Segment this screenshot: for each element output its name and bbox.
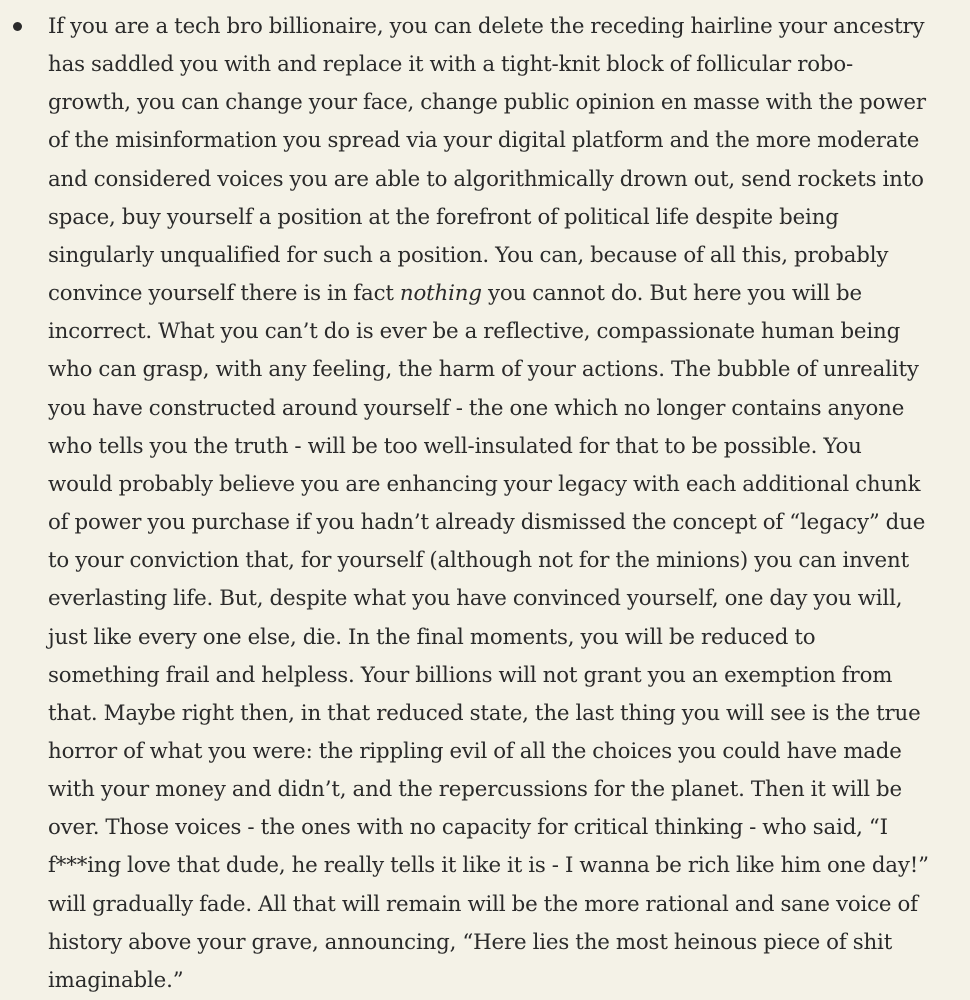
text-line [48, 351, 962, 389]
bullet-paragraph [48, 8, 962, 1000]
text-line [48, 237, 962, 275]
text-segment: If you are a tech bro billionaire, you can delete the receding hairline your ancestry [48, 14, 925, 39]
text-line [48, 847, 962, 885]
emphasized-word: nothing [399, 281, 482, 307]
text-line [48, 733, 962, 771]
text-line [48, 46, 962, 84]
text-line [48, 466, 962, 504]
text-line [48, 122, 962, 160]
text-segment: would probably believe you are enhancing your legacy with each additional chunk [48, 471, 921, 497]
text-line [48, 962, 962, 1000]
text-line [48, 161, 962, 199]
text-segment: over. Those voices - the ones with no capacity for critical thinking - who said, “I [48, 815, 888, 841]
text-segment: f***ing love that dude, he really tells it like it is - I wanna be rich like him one day!” [48, 853, 929, 879]
text-segment: imaginable.” [48, 967, 184, 993]
text-segment: has saddled you with and replace it with a tight-knit block of follicular robo- [48, 52, 854, 78]
text-segment: that. Maybe right then, in that reduced state, the last thing you will see is the true [48, 700, 921, 726]
text-segment: will gradually fade. All that will remain will be the more rational and sane voice of [48, 891, 918, 917]
text-line [48, 84, 962, 122]
text-segment: of the misinformation you spread via your digital platform and the more moderate [48, 128, 920, 154]
text-segment: of power you purchase if you hadn’t already dismissed the concept of “legacy” due [48, 510, 926, 536]
text-segment: history above your grave, announcing, “Here lies the most heinous piece of shit [48, 929, 893, 955]
text-line [48, 695, 962, 733]
text-line [48, 542, 962, 580]
text-line [48, 771, 962, 809]
text-line [48, 390, 962, 428]
text-segment: just like every one else, die. In the final moments, you will be reduced to [48, 624, 816, 650]
text-line [48, 428, 962, 466]
text-segment: you cannot do. But here you will be [481, 281, 862, 307]
text-segment: convince yourself there is in fact [48, 281, 400, 307]
text-segment: horror of what you were: the rippling evil of all the choices you could have made [48, 738, 902, 764]
text-segment: you have constructed around yourself - the one which no longer contains anyone [48, 395, 905, 421]
text-segment: space, buy yourself a position at the forefront of political life despite being [48, 204, 839, 230]
text-segment: with your money and didn’t, and the repercussions for the planet. Then it will be [48, 777, 902, 803]
text-segment: something frail and helpless. Your billions will not grant you an exemption from [48, 662, 893, 688]
text-segment: who tells you the truth - will be too well-insulated for that to be possible. You [48, 433, 862, 459]
text-line [48, 8, 962, 46]
text-line [48, 504, 962, 542]
bullet-point-icon [13, 22, 22, 31]
text-line [48, 886, 962, 924]
text-segment: growth, you can change your face, change public opinion en masse with the power [48, 90, 926, 116]
text-line [48, 619, 962, 657]
text-segment: everlasting life. But, despite what you have convinced yourself, one day you will, [48, 586, 903, 612]
text-segment: to your conviction that, for yourself (although not for the minions) you can invent [48, 548, 909, 574]
text-line [48, 313, 962, 351]
text-line [48, 809, 962, 847]
text-line [48, 580, 962, 618]
text-segment: who can grasp, with any feeling, the harm of your actions. The bubble of unreality [48, 357, 919, 383]
text-line [48, 657, 962, 695]
text-line [48, 924, 962, 962]
text-segment: and considered voices you are able to algorithmically drown out, send rockets into [48, 166, 924, 192]
text-line [48, 199, 962, 237]
text-line [48, 275, 962, 313]
text-segment: incorrect. What you can’t do is ever be a reflective, compassionate human being [48, 319, 901, 345]
text-segment: singularly unqualified for such a position. You can, because of all this, probably [48, 242, 889, 268]
